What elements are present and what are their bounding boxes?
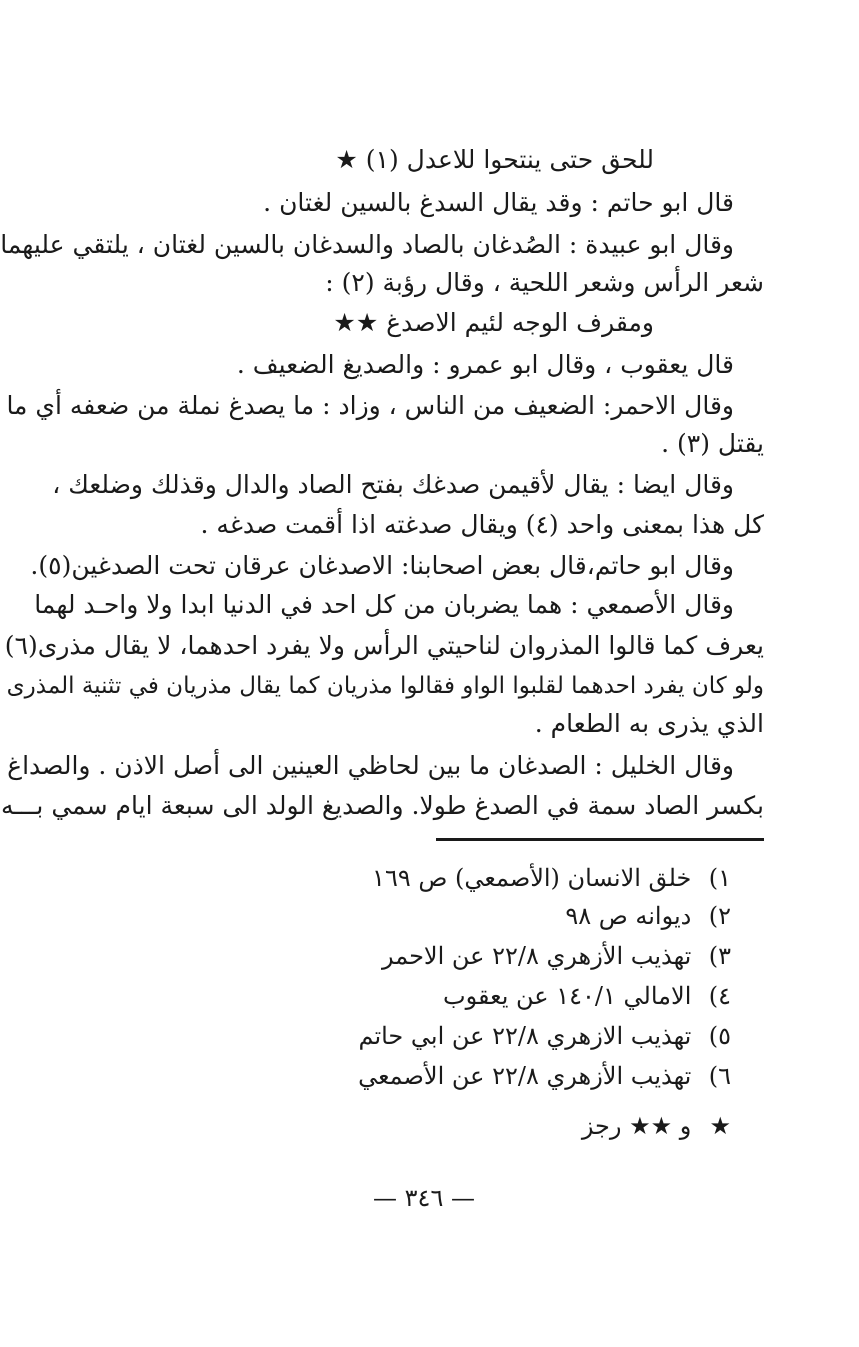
footnote bbox=[311, 978, 731, 1014]
text-line: بكسر الصاد سمة في الصدغ طولا. والصديغ الولد الى سبعة ايام سمي بـــه bbox=[1, 791, 764, 820]
text-line: قال يعقوب ، وقال ابو عمرو : والصديغ الضعيف . bbox=[236, 350, 734, 379]
text-line: شعر الرأس وشعر اللحية ، وقال رؤبة (٢) : bbox=[325, 268, 764, 297]
text-line: ولو كان يفرد احدهما لقلبوا الواو فقالوا مذريان كما يقال مذريان في تثنية المذرى bbox=[6, 673, 764, 699]
footnote bbox=[311, 898, 731, 934]
text-line: للحق حتى ينتحوا للاعدل (١) ★ bbox=[335, 145, 654, 174]
text-line: وقال الأصمعي : هما يضربان من كل احد في الدنيا ابدا ولا واحـد لهما bbox=[34, 590, 734, 619]
footnote bbox=[311, 860, 731, 896]
text-line: يعرف كما قالوا المذروان لناحيتي الرأس ولا يفرد احدهما، لا يقال مذرى(٦) bbox=[4, 631, 764, 660]
footnote-number: ٣) bbox=[708, 942, 731, 970]
text-line: وقال ايضا : يقال لأقيمن صدغك بفتح الصاد والدال وقذلك وضلعك ، bbox=[52, 470, 734, 499]
footnote bbox=[311, 938, 731, 974]
footnote-text: ديوانه ص ٩٨ bbox=[565, 902, 692, 930]
footnote bbox=[311, 1018, 731, 1054]
text-line: وقال ابو حاتم،قال بعض اصحابنا: الاصدغان عرقان تحت الصدغين(٥). bbox=[30, 551, 734, 580]
footnote bbox=[311, 1108, 731, 1144]
footnote-separator bbox=[436, 838, 764, 841]
footnote-number: ٦) bbox=[708, 1062, 731, 1090]
footnote bbox=[311, 1058, 731, 1094]
footnote-number: ٥) bbox=[708, 1022, 731, 1050]
text-line: وقال ابو عبيدة : الصُدغان بالصاد والسدغان بالسين لغتان ، يلتقي عليهما bbox=[0, 230, 734, 259]
footnote-text: خلق الانسان (الأصمعي) ص ١٦٩ bbox=[372, 864, 692, 892]
footnote-text: و ★★ رجز bbox=[581, 1112, 692, 1140]
footnote-text: تهذيب الأزهري ٢٢/٨ عن الاحمر bbox=[381, 942, 692, 970]
page-number: — ٣٤٦ — bbox=[373, 1184, 475, 1212]
verse-line: ومقرف الوجه لئيم الاصدغ ★★ bbox=[333, 308, 654, 337]
text-line: الذي يذرى به الطعام . bbox=[534, 709, 764, 738]
footnote-number: ١) bbox=[708, 864, 731, 892]
text-line: كل هذا بمعنى واحد (٤) ويقال صدغته اذا أقمت صدغه . bbox=[200, 510, 764, 539]
text-line: قال ابو حاتم : وقد يقال السدغ بالسين لغتان . bbox=[263, 188, 734, 217]
text-line: وقال الخليل : الصدغان ما بين لحاظي العينين الى أصل الاذن . والصداغ bbox=[7, 751, 734, 780]
text-line: وقال الاحمر: الضعيف من الناس ، وزاد : ما يصدغ نملة من ضعفه أي ما bbox=[6, 391, 734, 420]
footnote-text: تهذيب الازهري ٢٢/٨ عن ابي حاتم bbox=[358, 1022, 692, 1050]
footnote-text: تهذيب الأزهري ٢٢/٨ عن الأصمعي bbox=[358, 1062, 692, 1090]
footnote-number: ٤) bbox=[708, 982, 731, 1010]
text-line: يقتل (٣) . bbox=[661, 429, 764, 458]
footnote-number: ٢) bbox=[708, 902, 731, 930]
footnote-text: الامالي ١٤٠/١ عن يعقوب bbox=[442, 982, 692, 1010]
footnote-number: ★ bbox=[709, 1112, 731, 1140]
